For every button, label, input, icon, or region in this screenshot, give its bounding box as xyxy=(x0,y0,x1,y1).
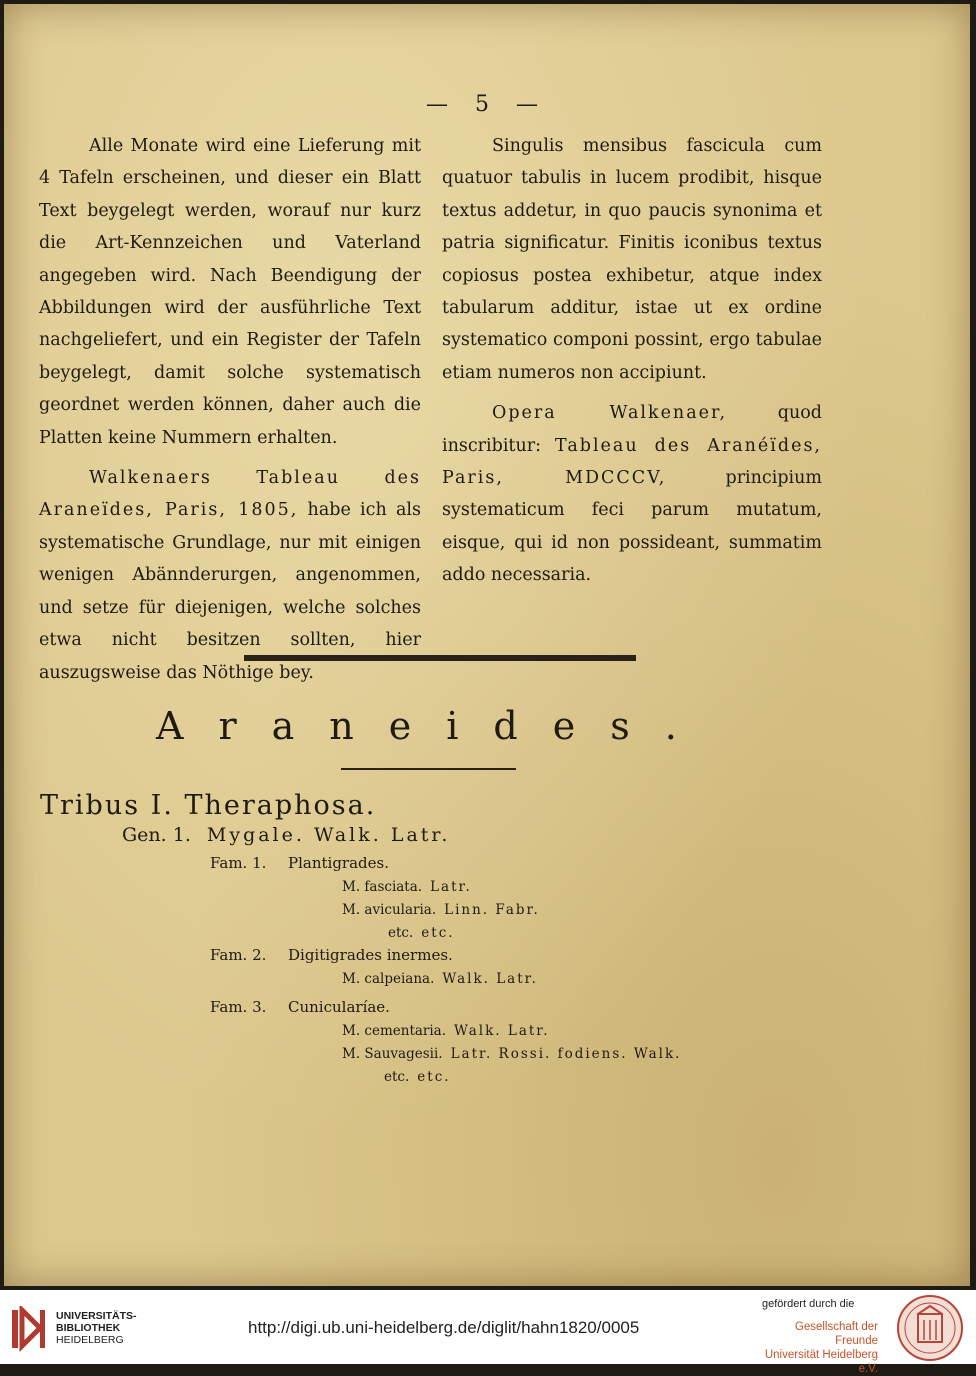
family-name: Digitigrades inermes. xyxy=(288,946,453,964)
library-name-line: UNIVERSITÄTS- xyxy=(56,1310,137,1322)
species-line xyxy=(342,879,472,895)
species-author: Latr. xyxy=(430,879,472,895)
german-column xyxy=(39,130,421,689)
opera-walkenaer: Opera Walkenaer, xyxy=(492,403,728,424)
species-line xyxy=(342,902,540,918)
family-name: Plantigrades. xyxy=(288,854,389,872)
permalink[interactable]: http://digi.ub.uni-heidelberg.de/diglit/hahn1820/0005 xyxy=(248,1318,640,1337)
family-label: Fam. 1. xyxy=(210,854,267,872)
species-line xyxy=(342,1023,550,1039)
latin-paragraph-2-mid: quod inscribitur: xyxy=(442,403,823,456)
library-name-line: BIBLIOTHEK xyxy=(56,1322,121,1334)
latin-paragraph-1: Singulis mensibus fascicula cum quatuor tabulis in lucem prodibit, hisque textus addetur, in quo paucis synonima et patria significatur. Finitis iconibus textus copiosus postea exhibetur, atque index tabularum additur, istae ut ex ordine systematico componi possint, ergo tabulae etiam numeros non accipiunt. xyxy=(442,136,822,383)
family-line xyxy=(210,946,453,964)
viewer-footer xyxy=(0,1290,976,1375)
species-name: M. avicularia. xyxy=(342,902,437,918)
family-label: Fam. 2. xyxy=(210,946,267,964)
species-line xyxy=(342,1046,681,1062)
family-line xyxy=(210,854,389,872)
species-author: etc. xyxy=(417,1069,451,1085)
species-author: etc. xyxy=(421,925,455,941)
walkenaer-reference: Walkenaers Tableau des Araneïdes, Paris, 1805, xyxy=(39,468,421,521)
university-seal-icon xyxy=(896,1294,964,1362)
tableau-reference: Tableau des Aranéïdes, Paris, MDCCCV, xyxy=(442,435,822,489)
species-author: Linn. Fabr. xyxy=(444,902,540,918)
latin-paragraph-2 xyxy=(442,397,822,591)
species-line xyxy=(384,1069,451,1085)
latin-column xyxy=(442,130,822,592)
sponsor-line: Universität Heidelberg e.V. xyxy=(764,1349,878,1375)
latin-paragraph-2-text: principium systematicum feci parum mutatum, eisque, qui id non possideant, summatim addo necessaria. xyxy=(442,468,822,586)
species-line xyxy=(342,971,538,987)
page-number: — 5 — xyxy=(426,92,548,117)
library-logo-icon xyxy=(10,1306,48,1352)
species-name: etc. xyxy=(388,925,414,941)
scanned-page xyxy=(4,4,970,1286)
species-line xyxy=(388,925,455,941)
species-name: M. fasciata. xyxy=(342,879,423,895)
genus-label: Gen. 1. xyxy=(122,824,191,846)
tribus-title: Tribus I. Theraphosa. xyxy=(40,790,377,821)
genus-line xyxy=(122,824,450,846)
funded-by-label: gefördert durch die xyxy=(762,1298,855,1310)
species-name: etc. xyxy=(384,1069,410,1085)
species-name: M. Sauvagesii. xyxy=(342,1046,443,1062)
library-name xyxy=(56,1310,137,1346)
sponsor-line: Gesellschaft der Freunde xyxy=(794,1321,878,1347)
section-divider xyxy=(244,655,636,661)
species-author: Walk. Latr. xyxy=(442,971,538,987)
section-heading: Araneides. xyxy=(156,704,712,748)
family-name: Cunicularíae. xyxy=(288,998,390,1016)
sponsor-name xyxy=(752,1320,878,1376)
heading-underline xyxy=(341,768,516,770)
species-name: M. cementaria. xyxy=(342,1023,447,1039)
species-author: Latr. Rossi. fodiens. Walk. xyxy=(450,1046,682,1062)
species-name: M. calpeiana. xyxy=(342,971,435,987)
german-paragraph-1: Alle Monate wird eine Lieferung mit 4 Tafeln erscheinen, und dieser ein Blatt Text beygelegt werden, worauf nur kurz die Art-Kennzeichen und Vaterland angegeben wird. Nach Beendigung der Abbildungen wird der ausführliche Text nachgeliefert, und ein Register der Tafeln beygelegt, damit solche systematisch geordnet werden können, daher auch die Platten keine Nummern erhalten. xyxy=(39,136,421,448)
genus-name: Mygale. Walk. Latr. xyxy=(206,824,451,846)
family-label: Fam. 3. xyxy=(210,998,267,1016)
german-paragraph-2-text: habe ich als systematische Grundlage, nur mit einigen wenigen Abännderurgen, angenommen, und setze für diejenigen, welche solches etwa nicht besitzen sollten, hier auszugsweise das Nöthige bey. xyxy=(39,500,421,683)
species-author: Walk. Latr. xyxy=(454,1023,550,1039)
library-name-line: HEIDELBERG xyxy=(56,1334,124,1346)
family-line xyxy=(210,998,390,1016)
